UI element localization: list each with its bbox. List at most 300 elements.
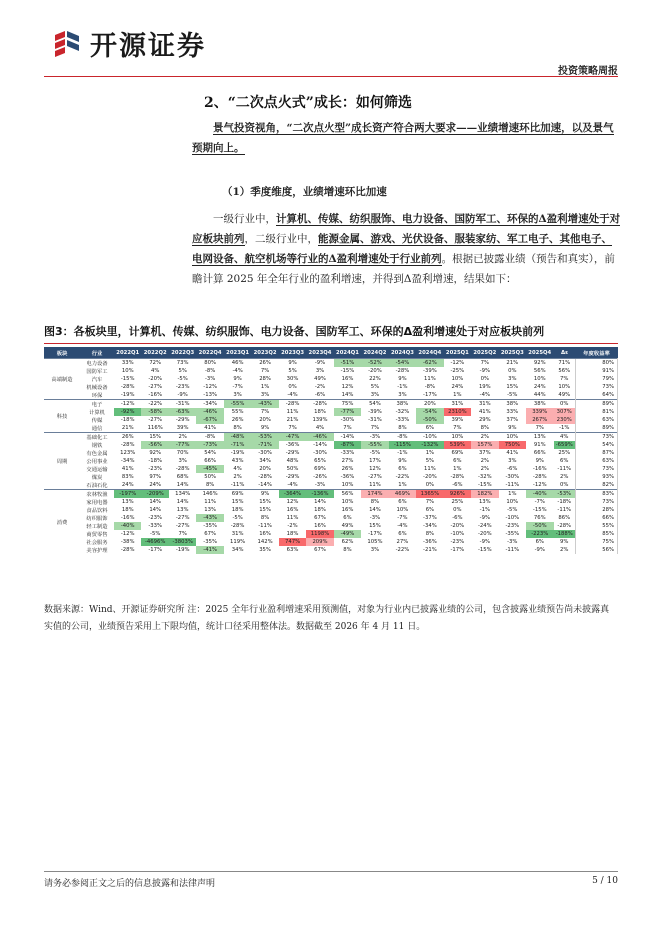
growth-cell: 13% (478, 499, 491, 505)
table-header-cell: 2025Q2 (471, 347, 498, 359)
annual-return-cell: 63% (576, 457, 618, 465)
growth-cell: 1% (260, 384, 270, 390)
growth-cell: 83% (121, 474, 134, 480)
growth-cell: 46% (224, 359, 251, 368)
logo-mark-icon (52, 29, 82, 59)
growth-cell: 3% (260, 392, 270, 398)
growth-cell: 26% (231, 417, 244, 423)
growth-cell: -53% (251, 433, 278, 442)
annual-return-cell: 73% (576, 498, 618, 506)
growth-cell: 66% (204, 458, 217, 464)
growth-cell: 31% (444, 400, 471, 409)
growth-cell: -33% (340, 450, 355, 456)
delta-growth-cell: -11% (557, 507, 572, 513)
growth-cell: 4% (151, 368, 160, 374)
growth-cell: 26% (114, 433, 141, 442)
sector-label: 高端制造 (44, 359, 80, 400)
growth-cell: -33% (148, 523, 163, 529)
growth-cell: -17% (148, 547, 163, 553)
industry-name: 商贸零售 (86, 532, 108, 538)
growth-cell: -14% (313, 442, 327, 448)
growth-cell: 3% (508, 376, 517, 382)
growth-cell: 48% (286, 458, 299, 464)
table-row (44, 433, 618, 442)
growth-cell: 9% (398, 458, 407, 464)
growth-cell: 29% (478, 417, 491, 423)
growth-cell: 182% (471, 490, 498, 499)
growth-cell: 55% (231, 409, 244, 415)
growth-cell: 8% (233, 425, 242, 431)
growth-cell: -17% (450, 547, 465, 553)
annual-return-cell: 82% (576, 481, 618, 490)
table-row (44, 506, 618, 514)
table-row (44, 457, 618, 465)
growth-cell: 20% (416, 400, 443, 409)
annual-return-cell: 75% (576, 538, 618, 546)
growth-cell: -27% (175, 523, 190, 529)
growth-cell: -39% (423, 368, 437, 374)
growth-cell: -2% (314, 384, 326, 390)
growth-cell: -9% (534, 547, 545, 553)
growth-cell: -16% (120, 515, 135, 521)
growth-cell: -7% (397, 515, 408, 521)
growth-cell: -67% (196, 416, 223, 424)
growth-cell: 14% (314, 499, 326, 505)
industry-name: 美容护理 (86, 548, 108, 554)
growth-cell: -3% (369, 515, 381, 521)
industry-name: 电力设备 (80, 359, 114, 368)
growth-cell: 26% (341, 466, 354, 472)
growth-cell: -27% (148, 417, 163, 423)
growth-cell: 8% (425, 531, 435, 537)
growth-cell: -43% (196, 514, 223, 522)
growth-cell: -62% (416, 359, 443, 368)
growth-cell: -47% (279, 433, 306, 442)
growth-cell: 13% (121, 499, 134, 505)
growth-cell: 4% (315, 425, 325, 431)
table-header-cell: Δε (554, 347, 576, 359)
growth-cell: 21% (286, 417, 299, 423)
growth-cell: 123% (120, 450, 136, 456)
growth-cell: 18% (231, 507, 244, 513)
growth-cell: -11% (258, 523, 272, 529)
annual-return-cell: 81% (576, 408, 618, 416)
growth-cell: 15% (259, 499, 271, 505)
growth-cell: -33% (395, 417, 410, 423)
growth-cell: 15% (141, 433, 168, 442)
table-row (44, 490, 618, 499)
growth-cell: 11% (286, 409, 299, 415)
growth-cell: 50% (286, 466, 299, 472)
growth-cell: 80% (196, 359, 223, 368)
table-row (44, 514, 618, 522)
table-row (44, 375, 618, 383)
growth-cell: -3% (507, 539, 518, 545)
annual-return-cell: 73% (576, 383, 618, 391)
growth-cell: -36% (423, 539, 437, 545)
delta-growth-cell: 10% (558, 384, 571, 390)
growth-cell: -132% (416, 441, 443, 449)
table-header-cell: 2025Q1 (444, 347, 471, 359)
growth-cell: 8% (370, 499, 380, 505)
growth-cell: -4% (287, 392, 298, 398)
growth-cell: -37% (423, 515, 437, 521)
body-highlight-1: 计算机、传媒、纺织服饰、电力设备、国防军工、环保的Δ盈利增速处于对应板块前列 (192, 213, 621, 245)
growth-cell: 14% (176, 482, 189, 488)
table-body (44, 359, 618, 555)
growth-cell: 39% (176, 425, 189, 431)
growth-cell: -28% (230, 523, 245, 529)
growth-cell: -23% (450, 539, 465, 545)
growth-cell: 16% (314, 523, 326, 529)
table-row (44, 522, 618, 530)
growth-cell: 7% (343, 425, 352, 431)
growth-cell: 15% (506, 384, 519, 390)
growth-cell: -48% (224, 433, 251, 442)
growth-cell: 174% (361, 490, 388, 499)
growth-cell: 3% (508, 458, 517, 464)
growth-cell: -34% (120, 458, 135, 464)
growth-cell: -5% (232, 515, 243, 521)
growth-cell: 20% (259, 417, 271, 423)
annual-return-cell: 89% (576, 400, 618, 409)
growth-cell: -32% (477, 474, 492, 480)
growth-cell: 119% (230, 539, 246, 545)
growth-cell: 67% (204, 531, 217, 537)
table-header-cell: 2022Q1 (114, 347, 141, 359)
growth-cell: 8% (398, 425, 407, 431)
growth-cell: 1% (425, 450, 435, 456)
growth-cell: 18% (314, 507, 326, 513)
growth-cell: 10% (121, 368, 134, 374)
growth-cell: -6% (452, 482, 463, 488)
body-highlight-2: 能源金属、游戏、光伏设备、服装家纺、军工电子、其他电子、电网设备、航空机场等行业的Δ盈利增速处于行业前列 (192, 233, 612, 265)
table-header-cell: 2023Q4 (306, 347, 333, 359)
growth-cell: 54% (204, 450, 217, 456)
growth-cell: -5% (507, 392, 518, 398)
growth-cell: -73% (196, 441, 223, 449)
growth-cell: -71% (251, 441, 278, 449)
growth-cell: 7% (260, 368, 270, 374)
growth-cell: 209% (306, 538, 333, 546)
growth-cell: -4% (397, 523, 408, 529)
growth-cell: 3% (370, 547, 380, 553)
growth-cell: 35% (259, 547, 271, 553)
footer-divider (44, 871, 618, 872)
table-header-cell: 2022Q4 (196, 347, 223, 359)
growth-cell: -29% (285, 450, 300, 456)
growth-cell: 11% (369, 482, 381, 488)
company-logo (52, 24, 206, 63)
growth-cell: -28% (279, 400, 306, 409)
industry-name: 环保 (91, 393, 103, 399)
growth-cell: -5% (177, 376, 188, 382)
growth-cell: 0% (480, 376, 490, 382)
growth-cell: 8% (260, 515, 270, 521)
growth-cell: 16% (286, 507, 299, 513)
annual-return-cell: 54% (576, 441, 618, 449)
body-text-2: ，二级行业中， (244, 233, 318, 245)
growth-cell: -115% (389, 441, 416, 449)
table-row (44, 465, 618, 473)
profit-growth-table (44, 347, 618, 554)
growth-cell: -50% (526, 522, 553, 530)
growth-cell: 339% (526, 408, 553, 416)
table-header-cell: 板块 (44, 347, 80, 359)
delta-growth-cell: 2% (560, 474, 569, 480)
growth-cell: -3% (204, 376, 216, 382)
growth-cell: -55% (224, 400, 251, 409)
annual-return-cell: 73% (576, 465, 618, 473)
growth-cell: 41% (478, 409, 491, 415)
growth-cell: 25% (451, 499, 464, 505)
growth-cell: 8% (205, 482, 215, 488)
growth-cell: -28% (258, 474, 272, 480)
growth-cell: -46% (306, 433, 333, 442)
growth-cell: 92% (149, 450, 162, 456)
growth-cell: -31% (368, 417, 382, 423)
growth-cell: -32% (395, 409, 410, 415)
growth-cell: 66% (533, 450, 546, 456)
growth-cell: -11% (505, 547, 520, 553)
growth-cell: -10% (450, 531, 465, 537)
growth-cell: -8% (389, 433, 416, 442)
growth-cell: 76% (533, 515, 546, 521)
growth-cell: 63% (286, 547, 299, 553)
growth-cell: 1% (499, 490, 526, 499)
logo-text: 开源证券 (90, 31, 206, 62)
growth-cell: 7% (471, 359, 498, 368)
growth-cell: -4% (479, 392, 490, 398)
growth-cell: -87% (334, 441, 361, 449)
growth-cell: 747% (279, 538, 306, 546)
table-header-cell: 2025Q3 (499, 347, 526, 359)
growth-cell: -40% (114, 522, 141, 530)
growth-cell: 14% (149, 499, 162, 505)
growth-cell: 134% (169, 490, 196, 499)
delta-growth-cell: -188% (554, 530, 576, 538)
growth-cell: -52% (361, 359, 388, 368)
growth-cell: 116% (147, 425, 163, 431)
growth-cell: -1% (479, 507, 490, 513)
growth-cell: 0% (508, 368, 517, 374)
growth-cell: -8% (196, 433, 223, 442)
growth-cell: 9% (535, 458, 544, 464)
growth-cell: 7% (370, 425, 380, 431)
growth-cell: -15% (532, 507, 547, 513)
growth-cell: -9% (177, 392, 188, 398)
sector-label: 消费 (44, 490, 80, 555)
table-row (44, 449, 618, 457)
growth-cell: -12% (532, 482, 547, 488)
growth-cell: 38% (499, 400, 526, 409)
growth-cell: 10% (506, 499, 519, 505)
growth-cell: -6% (452, 515, 463, 521)
growth-cell: 65% (314, 458, 326, 464)
growth-cell: 9% (260, 425, 270, 431)
growth-cell: 27% (396, 539, 409, 545)
growth-cell: -17% (423, 392, 437, 398)
growth-cell: -18% (148, 458, 163, 464)
growth-cell: -20% (148, 376, 163, 382)
growth-cell: 12% (341, 384, 354, 390)
growth-cell: -10% (505, 515, 520, 521)
annual-return-cell: 28% (576, 506, 618, 514)
growth-cell: 15% (369, 523, 381, 529)
growth-cell: 6% (425, 425, 435, 431)
table-header-cell: 2022Q3 (169, 347, 196, 359)
delta-growth-cell: -11% (557, 466, 572, 472)
growth-cell: -15% (120, 376, 135, 382)
growth-cell: 469% (389, 490, 416, 499)
growth-cell: -41% (196, 546, 223, 554)
growth-cell: 33% (114, 359, 141, 368)
table-header-cell: 2024Q2 (361, 347, 388, 359)
growth-cell: -22% (395, 474, 410, 480)
industry-name: 农林牧渔 (80, 490, 114, 499)
growth-cell: -16% (148, 392, 163, 398)
growth-cell: -63% (169, 408, 196, 416)
growth-cell: -50% (416, 416, 443, 424)
industry-name: 公用事业 (86, 459, 108, 465)
growth-cell: 142% (257, 539, 273, 545)
delta-growth-cell: 49% (558, 392, 571, 398)
annual-return-cell: 80% (576, 359, 618, 368)
growth-cell: -9% (479, 539, 490, 545)
growth-cell: -20% (450, 523, 465, 529)
growth-cell: 5% (425, 458, 435, 464)
growth-cell: -209% (141, 490, 168, 499)
growth-cell: -27% (175, 515, 190, 521)
subsection-title: （1）季度维度，业绩增速环比加速 (222, 186, 387, 198)
growth-cell: 3% (178, 458, 187, 464)
delta-growth-cell: 0% (560, 482, 569, 488)
industry-name: 国防军工 (86, 369, 108, 375)
growth-cell: 13% (204, 507, 217, 513)
growth-cell: 12% (369, 466, 381, 472)
table-row (44, 383, 618, 391)
growth-cell: -36% (340, 474, 355, 480)
growth-cell: -54% (416, 408, 443, 416)
industry-name: 计算机 (89, 410, 105, 416)
annual-return-cell: 64% (576, 391, 618, 400)
growth-cell: 54% (361, 400, 388, 409)
growth-cell: 24% (533, 384, 546, 390)
table-row (44, 441, 618, 449)
growth-cell: 7% (425, 499, 435, 505)
growth-cell: 1% (453, 466, 462, 472)
growth-cell: 10% (341, 499, 354, 505)
growth-cell: 11% (424, 466, 436, 472)
page-number: 5 / 10 (592, 876, 618, 886)
growth-cell: -23% (175, 384, 190, 390)
section-title: 2、“二次点火式”成长：如何筛选 (204, 95, 412, 111)
annual-return-cell: 93% (576, 473, 618, 481)
growth-cell: 26% (251, 359, 278, 368)
growth-cell: -3% (361, 433, 388, 442)
growth-cell: 1% (453, 392, 462, 398)
growth-cell: -17% (368, 531, 382, 537)
table-row (44, 408, 618, 416)
growth-cell: -28% (532, 474, 547, 480)
body-text-3: 。根据已披露业绩（预告和真实），前瞻计算 2025 年全年行业的盈利增速，并得到Δ盈利增速，结果如下： (192, 253, 615, 285)
growth-cell: 30% (286, 376, 299, 382)
growth-cell: 10% (533, 376, 546, 382)
growth-cell: -3803% (169, 538, 196, 546)
growth-cell: 24% (149, 482, 162, 488)
annual-return-cell: 83% (576, 490, 618, 499)
growth-cell: -6% (507, 466, 518, 472)
growth-cell: -56% (141, 441, 168, 449)
table-header-cell: 2023Q2 (251, 347, 278, 359)
intro-text: 景气投资视角，“二次点火型”成长资产符合两大要求——业绩增速环比加速，以及景气预期向上。 (192, 122, 614, 154)
growth-cell: 9% (398, 376, 407, 382)
growth-cell: -28% (306, 400, 333, 409)
sector-label: 周期 (44, 433, 80, 490)
growth-cell: -92% (114, 408, 141, 416)
growth-cell: 2% (471, 433, 498, 442)
growth-cell: -9% (306, 359, 333, 368)
annual-return-cell: 73% (576, 433, 618, 442)
growth-cell: -49% (334, 530, 361, 538)
growth-cell: -14% (334, 433, 361, 442)
growth-cell: -25% (450, 368, 465, 374)
delta-growth-cell: -1% (559, 425, 570, 431)
body-text-1: 一级行业中， (213, 213, 276, 225)
delta-growth-cell: -28% (557, 523, 572, 529)
report-type: 投资策略周报 (558, 66, 618, 77)
growth-cell: 56% (533, 368, 546, 374)
growth-cell: -12% (114, 400, 141, 409)
growth-cell: -20% (477, 531, 492, 537)
growth-cell: 6% (425, 507, 435, 513)
growth-cell: 91% (533, 442, 546, 448)
growth-cell: -51% (334, 359, 361, 368)
growth-cell: 68% (176, 474, 189, 480)
growth-cell: -21% (423, 547, 437, 553)
growth-cell: 1% (398, 482, 407, 488)
industry-name: 纺织服饰 (86, 516, 108, 522)
growth-cell: 37% (478, 450, 491, 456)
growth-cell: 105% (367, 539, 383, 545)
growth-cell: 69% (314, 466, 326, 472)
growth-cell: -15% (477, 482, 492, 488)
industry-name: 有色金属 (86, 451, 108, 457)
growth-cell: 31% (231, 531, 244, 537)
annual-return-cell: 66% (576, 514, 618, 522)
growth-cell: -31% (169, 400, 196, 409)
delta-growth-cell: 0% (554, 400, 576, 409)
delta-growth-cell: 230% (554, 416, 576, 424)
growth-cell: -223% (526, 530, 553, 538)
growth-cell: 2% (233, 474, 242, 480)
growth-cell: -27% (148, 384, 163, 390)
growth-cell: 146% (196, 490, 223, 499)
growth-cell: 49% (314, 376, 326, 382)
annual-return-cell: 55% (576, 522, 618, 530)
growth-cell: -5% (507, 507, 518, 513)
growth-cell: -19% (120, 392, 135, 398)
growth-cell: 11% (286, 515, 299, 521)
growth-cell: 34% (259, 458, 271, 464)
growth-cell: 24% (451, 384, 464, 390)
growth-cell: 10% (444, 433, 471, 442)
growth-cell: 17% (369, 458, 381, 464)
table-header-cell: 2025Q4 (526, 347, 553, 359)
growth-cell: 3% (233, 392, 242, 398)
growth-cell: 21% (121, 425, 134, 431)
growth-cell: -4% (287, 482, 298, 488)
